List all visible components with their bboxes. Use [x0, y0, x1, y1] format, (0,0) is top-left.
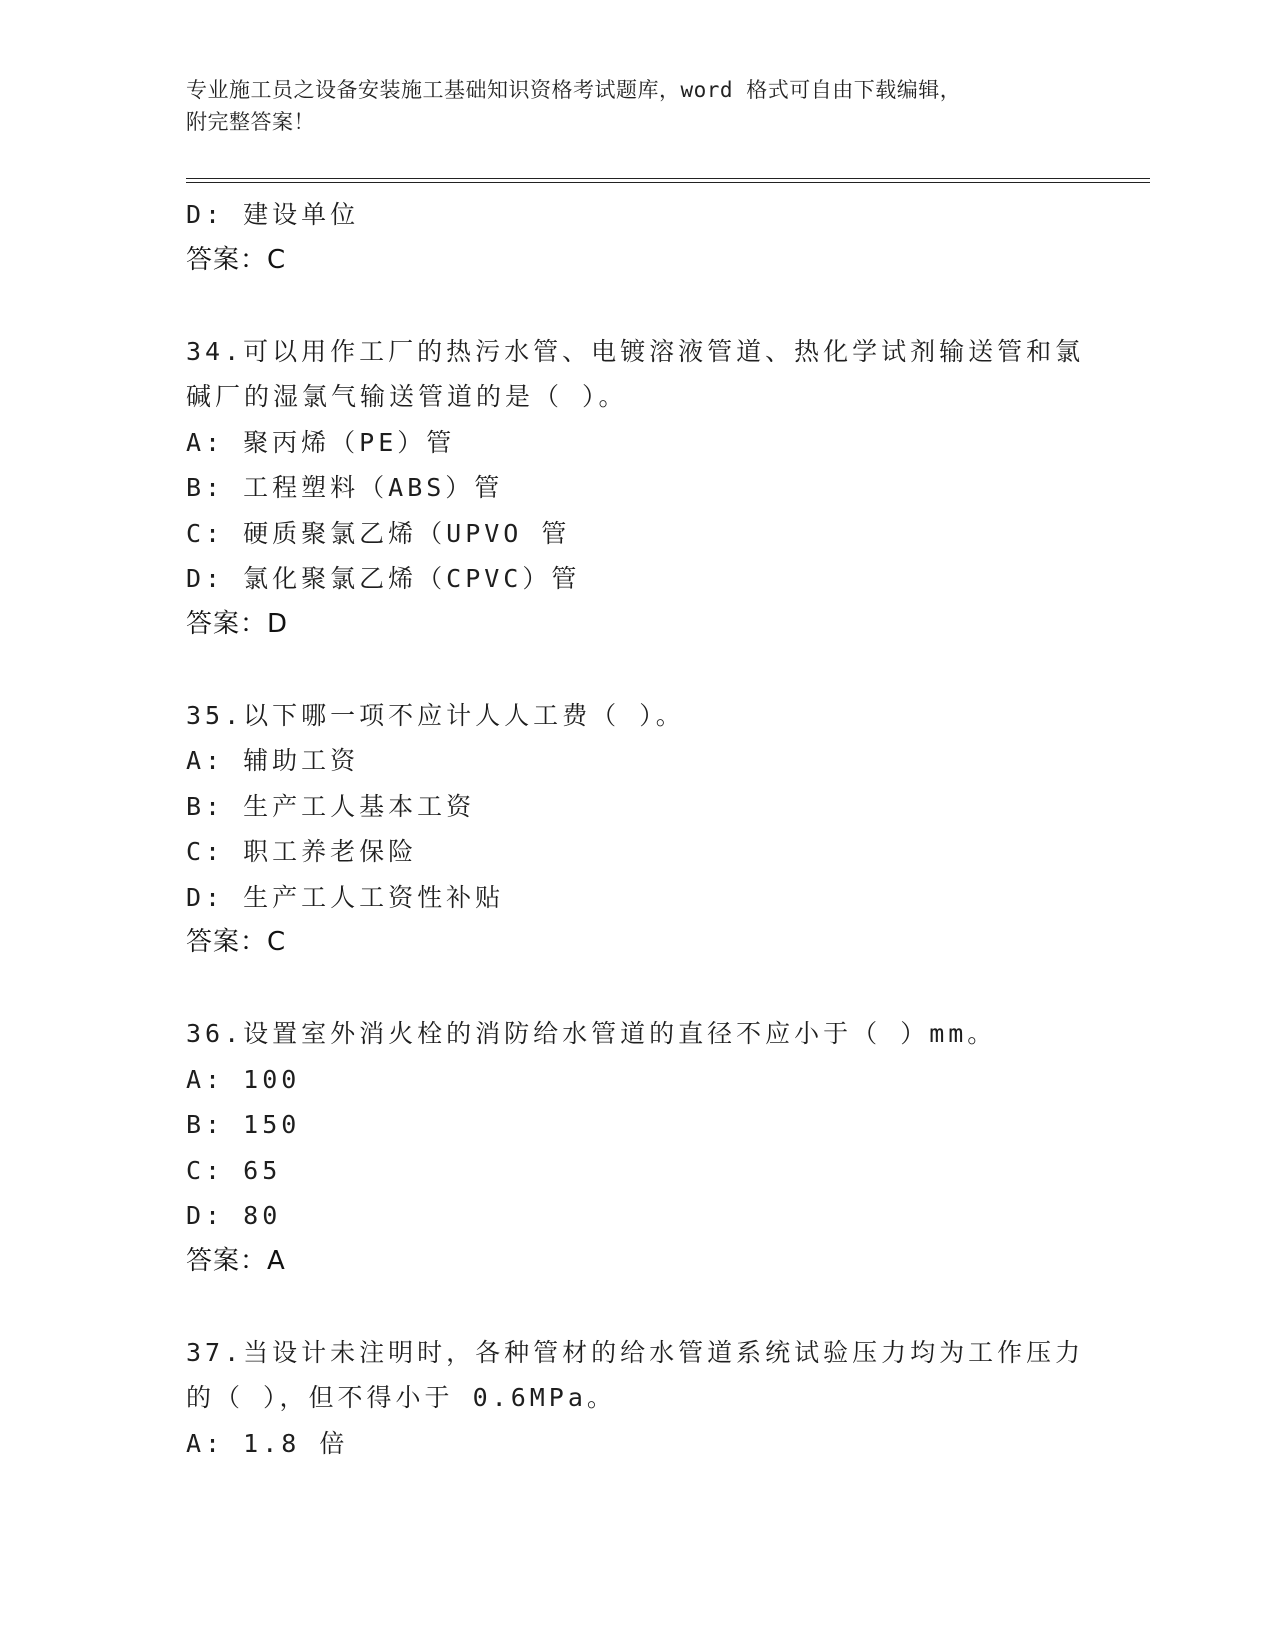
option-a: A: 100: [186, 1064, 301, 1094]
header-title-line-2: 附完整答案！: [186, 110, 315, 134]
option-d: D: 生产工人工资性补贴: [186, 882, 505, 912]
question-list: [186, 192, 1150, 1466]
option-d: D: 氯化聚氯乙烯（CPVC）管: [186, 564, 581, 593]
option-a: A: 聚丙烯（PE）管: [186, 427, 456, 457]
question-34: [186, 329, 1150, 648]
option-c: C: 65: [186, 1155, 282, 1185]
document-header: [186, 74, 1086, 138]
spacer: [186, 1284, 1150, 1330]
option-b: B: 工程塑料（ABS）管: [186, 473, 504, 502]
question-stem-line-1: 34.可以用作工厂的热污水管、电镀溶液管道、热化学试剂输送管和氯: [186, 336, 1085, 366]
question-37: [186, 1330, 1150, 1467]
option-c: C: 职工养老保险: [186, 837, 418, 866]
spacer: [186, 283, 1150, 329]
option-a: A: 1.8 倍: [186, 1428, 349, 1458]
option-c: C: 硬质聚氯乙烯（UPVO 管: [186, 518, 571, 548]
option-b: B: 生产工人基本工资: [186, 791, 476, 821]
question-stem-line-2: 碱厂的湿氯气输送管道的是（ ）。: [186, 382, 628, 411]
option-b: B: 150: [186, 1110, 301, 1139]
option-d: D: 80: [186, 1201, 282, 1230]
question-stem-line-1: 37.当设计未注明时，各种管材的给水管道系统试验压力均为工作压力: [186, 1337, 1085, 1367]
question-36: [186, 1011, 1150, 1284]
question-stem: 36.设置室外消火栓的消防给水管道的直径不应小于（ ）mm。: [186, 1019, 997, 1048]
spacer: [186, 966, 1150, 1012]
answer-line: 答案：C: [186, 927, 287, 957]
question-33-tail: [186, 192, 1150, 283]
option-a: A: 辅助工资: [186, 746, 360, 775]
header-title-line-1: 专业施工员之设备安装施工基础知识资格考试题库，word 格式可自由下载编辑，: [186, 78, 962, 102]
question-35: [186, 693, 1150, 966]
question-stem: 35.以下哪一项不应计人人工费（ ）。: [186, 700, 685, 730]
answer-line: 答案：A: [186, 1245, 286, 1276]
answer-line: 答案：D: [186, 608, 289, 639]
answer-line: 答案：C: [186, 244, 287, 275]
option-d: D: 建设单位: [186, 200, 360, 229]
question-stem-line-2: 的（ ），但不得小于 0.6MPa。: [186, 1383, 616, 1412]
header-double-rule: [186, 178, 1150, 183]
spacer: [186, 647, 1150, 693]
